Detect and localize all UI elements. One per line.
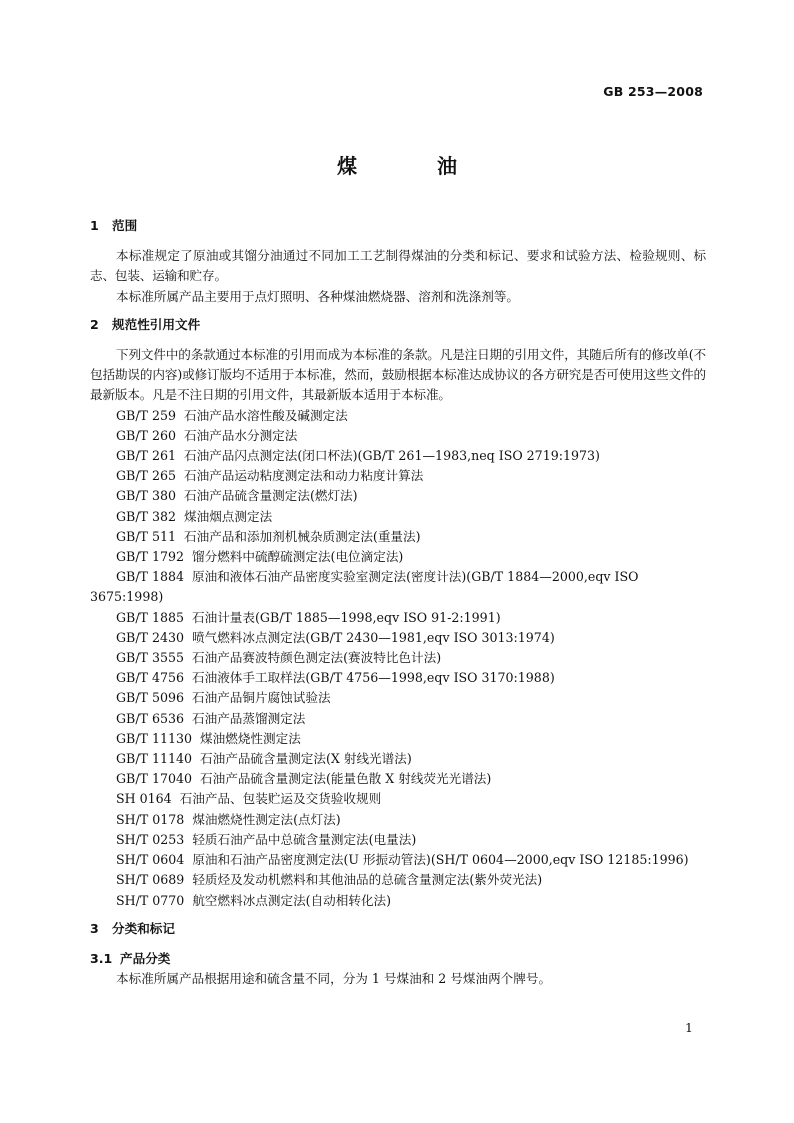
reference-code: GB/T 3555 bbox=[116, 650, 185, 666]
reference-item bbox=[90, 870, 706, 890]
section-title: 规范性引用文件 bbox=[112, 316, 201, 332]
reference-item bbox=[90, 709, 706, 729]
reference-code: GB/T 11140 bbox=[116, 751, 193, 767]
reference-code: SH/T 0604 bbox=[116, 852, 185, 868]
reference-code: SH/T 0178 bbox=[116, 811, 185, 827]
reference-title: 石油液体手工取样法(GB/T 4756—1998,eqv ISO 3170:1988) bbox=[192, 670, 555, 686]
reference-title: 煤油烟点测定法 bbox=[184, 508, 273, 524]
reference-code: GB/T 6536 bbox=[116, 710, 185, 726]
reference-code: SH/T 0770 bbox=[116, 892, 185, 908]
reference-title: 原油和石油产品密度测定法(U 形振动管法)(SH/T 0604—2000,eqv ISO 12185:1996) bbox=[192, 852, 689, 868]
reference-item bbox=[90, 810, 706, 830]
reference-title: 石油产品蒸馏测定法 bbox=[192, 710, 306, 726]
references-intro: 下列文件中的条款通过本标准的引用而成为本标准的条款。凡是注日期的引用文件，其随后所有的修改单(不包括勘误的内容)或修订版均不适用于本标准，然而，鼓励根据本标准达成协议的各方研究是否可使用这些文件的最新版本。凡是不注日期的引用文件，其最新版本适用于本标准。 bbox=[90, 347, 706, 403]
reference-code: SH/T 0689 bbox=[116, 872, 185, 888]
reference-item bbox=[90, 789, 706, 809]
reference-title: 煤油燃烧性测定法(点灯法) bbox=[192, 811, 341, 827]
reference-item bbox=[90, 850, 706, 870]
reference-list bbox=[90, 406, 706, 911]
reference-title: 石油产品铜片腐蚀试验法 bbox=[192, 690, 331, 706]
reference-item bbox=[90, 729, 706, 749]
reference-item bbox=[90, 891, 706, 911]
section-2-heading bbox=[90, 315, 706, 335]
scope-paragraph: 本标准规定了原油或其馏分油通过不同加工工艺制得煤油的分类和标记、要求和试验方法、检验规则、标志、包装、运输和贮存。 bbox=[90, 248, 706, 284]
reference-code: GB/T 260 bbox=[116, 427, 176, 443]
reference-code: GB/T 261 bbox=[116, 448, 176, 464]
reference-item bbox=[90, 527, 706, 547]
reference-item bbox=[90, 769, 706, 789]
reference-code: GB/T 380 bbox=[116, 488, 176, 504]
reference-code: SH/T 0253 bbox=[116, 831, 185, 847]
reference-item bbox=[90, 446, 706, 466]
reference-item bbox=[90, 648, 706, 668]
reference-title: 轻质石油产品中总硫含量测定法(电量法) bbox=[192, 831, 417, 847]
reference-code: GB/T 11130 bbox=[116, 730, 193, 746]
reference-title: 石油产品、包装贮运及交货验收规则 bbox=[179, 791, 382, 807]
reference-title: 石油产品闪点测定法(闭口杯法)(GB/T 261—1983,neq ISO 2719:1973) bbox=[184, 448, 600, 464]
reference-title: 石油产品和添加剂机械杂质测定法(重量法) bbox=[184, 528, 421, 544]
section-number: 1 bbox=[90, 218, 99, 233]
reference-title: 轻质烃及发动机燃料和其他油品的总硫含量测定法(紫外荧光法) bbox=[192, 872, 543, 888]
reference-title: 石油产品水溶性酸及碱测定法 bbox=[184, 407, 348, 423]
reference-item bbox=[90, 406, 706, 426]
reference-title: 石油产品硫含量测定法(X 射线光谱法) bbox=[200, 751, 412, 767]
reference-title: 喷气燃料冰点测定法(GB/T 2430—1981,eqv ISO 3013:1974) bbox=[192, 629, 555, 645]
reference-item bbox=[90, 608, 706, 628]
section-number: 2 bbox=[90, 316, 99, 332]
section-1-heading bbox=[90, 216, 706, 236]
reference-title: 馏分燃料中硫醇硫测定法(电位滴定法) bbox=[192, 549, 404, 565]
section-title: 分类和标记 bbox=[112, 920, 175, 936]
reference-code: SH 0164 bbox=[116, 791, 172, 807]
standard-number: GB 253—2008 bbox=[603, 84, 703, 99]
reference-code: GB/T 1884 bbox=[116, 569, 185, 585]
reference-title: 航空燃料冰点测定法(自动相转化法) bbox=[192, 892, 392, 908]
reference-title: 石油计量表(GB/T 1885—1998,eqv ISO 91-2:1991) bbox=[192, 609, 501, 625]
subsection-number: 3.1 bbox=[90, 950, 113, 966]
reference-item bbox=[90, 507, 706, 527]
reference-item bbox=[90, 466, 706, 486]
reference-code: GB/T 382 bbox=[116, 508, 176, 524]
reference-item bbox=[90, 830, 706, 850]
reference-title: 石油产品硫含量测定法(燃灯法) bbox=[184, 488, 358, 504]
reference-item bbox=[90, 668, 706, 688]
reference-code: GB/T 4756 bbox=[116, 670, 185, 686]
reference-code: GB/T 17040 bbox=[116, 771, 193, 787]
section-number: 3 bbox=[90, 920, 99, 936]
reference-title: 石油产品运动粘度测定法和动力粘度计算法 bbox=[184, 468, 424, 484]
page-number: 1 bbox=[685, 1020, 693, 1035]
reference-title: 石油产品硫含量测定法(能量色散 X 射线荧光光谱法) bbox=[200, 771, 492, 787]
reference-title: 煤油燃烧性测定法 bbox=[200, 730, 301, 746]
reference-code: GB/T 2430 bbox=[116, 629, 185, 645]
reference-item bbox=[90, 688, 706, 708]
reference-code: GB/T 265 bbox=[116, 468, 176, 484]
reference-title: 原油和液体石油产品密度实验室测定法(密度计法)(GB/T 1884—2000,eqv ISO 3675:1998) bbox=[90, 569, 639, 605]
reference-code: GB/T 1885 bbox=[116, 609, 185, 625]
reference-item bbox=[90, 426, 706, 446]
document-title: 煤油 bbox=[337, 154, 537, 178]
reference-title: 石油产品水分测定法 bbox=[184, 427, 298, 443]
reference-item bbox=[90, 749, 706, 769]
document-body bbox=[90, 216, 706, 989]
section-3-heading bbox=[90, 919, 706, 939]
product-classification-text: 本标准所属产品根据用途和硫含量不同，分为 1 号煤油和 2 号煤油两个牌号。 bbox=[116, 971, 552, 987]
reference-item bbox=[90, 567, 706, 607]
subsection-title: 产品分类 bbox=[120, 950, 171, 966]
scope-paragraph: 本标准所属产品主要用于点灯照明、各种煤油燃烧器、溶剂和洗涤剂等。 bbox=[116, 288, 519, 304]
reference-item bbox=[90, 628, 706, 648]
subsection-3-1-heading bbox=[90, 949, 706, 969]
section-title: 范围 bbox=[112, 218, 138, 233]
reference-code: GB/T 1792 bbox=[116, 549, 185, 565]
reference-code: GB/T 259 bbox=[116, 407, 176, 423]
reference-code: GB/T 5096 bbox=[116, 690, 185, 706]
reference-code: GB/T 511 bbox=[116, 528, 176, 544]
reference-item bbox=[90, 547, 706, 567]
reference-item bbox=[90, 486, 706, 506]
reference-title: 石油产品赛波特颜色测定法(赛波特比色计法) bbox=[192, 650, 442, 666]
